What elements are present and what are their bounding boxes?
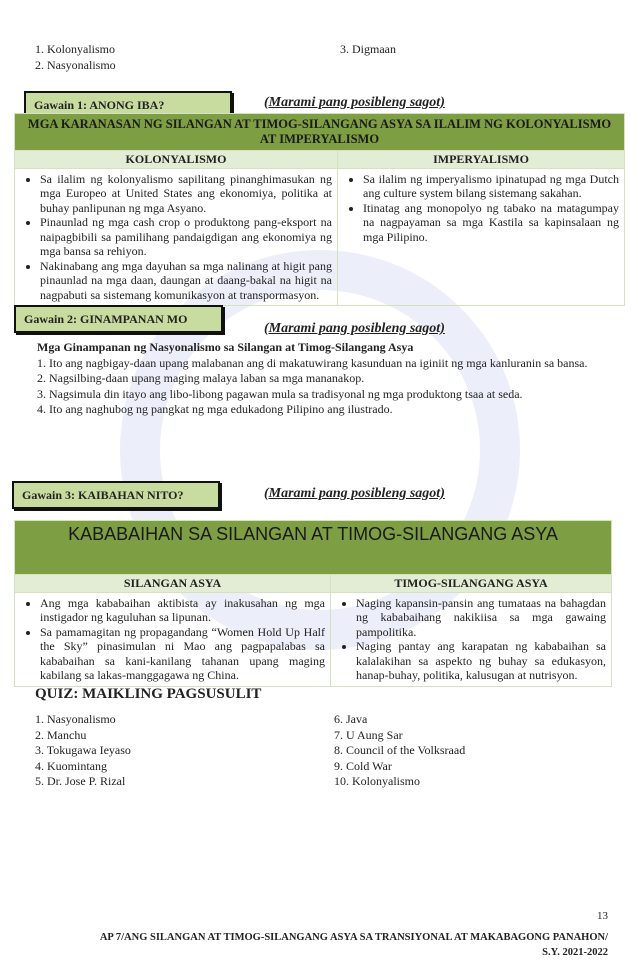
list-item: 9. Cold War	[334, 758, 392, 773]
list-item: 3. Tokugawa Ieyaso	[35, 743, 131, 757]
list-item: 6. Java	[334, 712, 368, 726]
list-item: • Pinaunlad ng mga cash crop o produktong pang-eksport na naipagbibili sa pamilihang pandaigdigan ang ekonomiya ng mga bansa sa rehiyon.	[40, 215, 332, 259]
list-item: 2. Nasyonalismo	[35, 57, 116, 72]
list-item: 7. U Aung Sar	[334, 727, 403, 742]
list-item: • Sa ilalim ng imperyalismo ipinatupad ng mga Dutch ang culture system bilang sistemang sakahan.	[363, 172, 619, 201]
quiz-left-list	[35, 712, 131, 790]
list-item: 3. Digmaan	[340, 42, 396, 56]
footer-line: S.Y. 2021-2022	[542, 947, 608, 958]
list-item: • Sa ilalim ng kolonyalismo sapilitang pinanghimasukan ng mga Europeo at United States ang ekonomiya, politika at buhay panlipunan ng mga Asyano.	[40, 172, 332, 216]
col-header-timog-silangan: TIMOG-SILANGANG ASYA	[331, 575, 612, 593]
women-table	[14, 520, 612, 687]
list-item: • Itinatag ang monopolyo ng tabako na matagumpay na nagpayaman sa mga Kastila sa kapinsalaan ng mga Pilipino.	[363, 201, 619, 245]
footer-line: AP 7/ANG SILANGAN AT TIMOG-SILANGANG ASYA SA TRANSIYONAL AT MAKABAGONG PANAHON/	[99, 932, 608, 943]
list-item: • Ang mga kababaihan aktibista ay inakusahan ng mga instigador ng kaguluhan sa lipunan.	[40, 596, 325, 625]
gawain3-note: (Marami pang posibleng sagot)	[264, 486, 445, 501]
quiz-title: QUIZ: MAIKLING PAGSUSULIT	[35, 686, 262, 702]
gawain3-label: Gawain 3: KAIBAHAN NITO?	[12, 481, 220, 509]
list-item: 1. Ito ang nagbigay-daan upang malabanan ang di makatuwirang kasunduan na iginiit ng mga kanluranin sa bansa.	[37, 355, 588, 370]
gawain1-note: (Marami pang posibleng sagot)	[264, 95, 445, 110]
gawain2-list	[37, 340, 588, 418]
gawain2-note: (Marami pang posibleng sagot)	[264, 321, 445, 336]
gawain1-label: Gawain 1: ANONG IBA?	[24, 91, 232, 122]
list-item: • Naging kapansin-pansin ang tumataas na bahagdan ng kababaihang nakikiisa sa mga gawaing pampolitika.	[356, 596, 606, 640]
list-item: 8. Council of the Volksraad	[334, 743, 466, 757]
colonialism-table	[14, 113, 625, 306]
list-item: 4. Ito ang naghubog ng pangkat ng mga edukadong Pilipino ang ilustrado.	[37, 402, 393, 416]
list-item: 2. Manchu	[35, 727, 87, 742]
col-header-kolonyalismo: KOLONYALISMO	[15, 151, 338, 169]
footer	[100, 930, 608, 960]
list-item: 4. Kuomintang	[35, 758, 107, 773]
list-item: 10. Kolonyalismo	[334, 774, 420, 788]
list-item: • Naging pantay ang karapatan ng kababaihan sa kalalakihan sa aspekto ng buhay sa edukasyon, hanap-buhay, politika, kalusugan at nutrisyon.	[356, 639, 606, 683]
col-header-imperyalismo: IMPERYALISMO	[338, 151, 625, 169]
page-number: 13	[597, 910, 608, 922]
quiz-right-list	[334, 712, 465, 790]
list-item: 5. Dr. Jose P. Rizal	[35, 774, 126, 788]
col-header-silangan: SILANGAN ASYA	[15, 575, 331, 593]
list-item: 2. Nagsilbing-daan upang maging malaya laban sa mga mananakop.	[37, 371, 365, 385]
table-title: KABABAIHAN SA SILANGAN AT TIMOG-SILANGANG ASYA	[15, 521, 612, 575]
top-list-right	[340, 42, 396, 58]
gawain2-heading: Mga Ginampanan ng Nasyonalismo sa Silangan at Timog-Silangang Asya	[37, 340, 414, 354]
list-item: 1. Nasyonalismo	[35, 712, 116, 726]
list-item: • Sa pamamagitan ng propagandang “Women Hold Up Half the Sky” pinasimulan ni Mao ang pagpapalabas sa kababaihan sa kani-kanilang tahanan upang maging kabilang sa lakas-manggagawa ng China.	[40, 625, 325, 683]
table-title: MGA KARANASAN NG SILANGAN AT TIMOG-SILANGANG ASYA SA ILALIM NG KOLONYALISMO AT IMPERYALISMO	[15, 114, 625, 151]
list-item: 3. Nagsimula din itayo ang libo-libong pagawan mula sa tradisyonal ng mga produktong tsaa at seda.	[37, 386, 523, 401]
list-item: • Nakinabang ang mga dayuhan sa mga nalinang at higit pang pinaunlad na mga daan, daungan at daang-bakal na higit na nagpabuti sa sistemang komunikasyon at transpormasyon.	[40, 259, 332, 303]
top-list-left	[35, 42, 116, 73]
list-item: 1. Kolonyalismo	[35, 42, 115, 56]
gawain2-label: Gawain 2: GINAMPANAN MO	[14, 305, 223, 333]
